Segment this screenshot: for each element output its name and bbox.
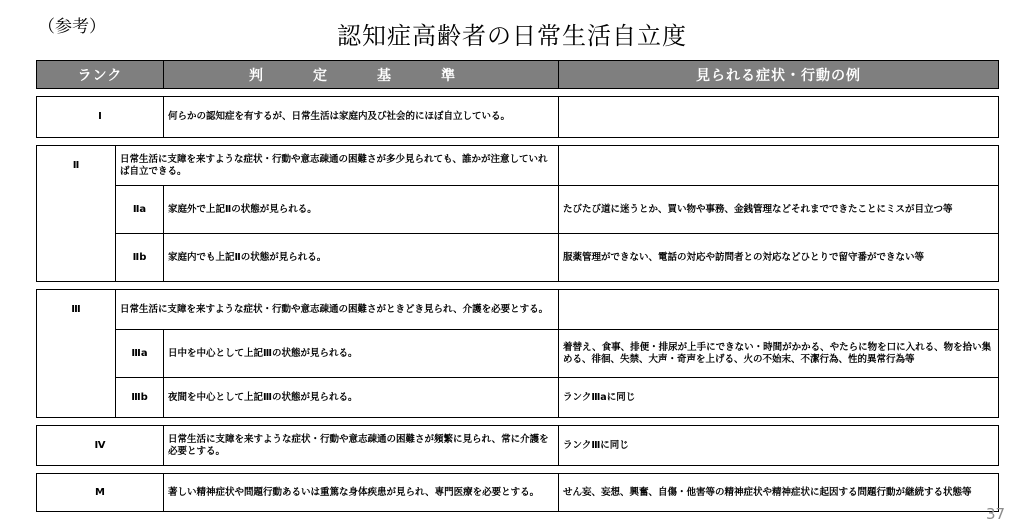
example-cell: ランクⅢに同じ <box>559 426 999 466</box>
criteria-text: 日常生活に支障を来すような症状・行動や意志疎通の困難さが多少見られても、誰かが注意していれば自立できる。 <box>120 153 548 177</box>
rank-cell: Ⅳ <box>37 426 164 466</box>
spacer-row <box>37 282 999 290</box>
table-row <box>37 186 999 234</box>
independence-table <box>36 60 999 512</box>
spacer-row <box>37 138 999 146</box>
rank-cell: Ⅰ <box>37 97 164 138</box>
rank-cell: M <box>37 474 164 512</box>
example-cell: ランクⅢaに同じ <box>559 378 999 418</box>
spacer-row <box>37 418 999 426</box>
table-row <box>37 146 999 186</box>
criteria-cell: 日中を中心として上記Ⅲの状態が見られる。 <box>164 330 559 378</box>
example-cell: 服薬管理ができない、電話の対応や訪問者との対応などひとりで留守番ができない等 <box>559 234 999 282</box>
table-header-row <box>37 61 999 89</box>
rank-cell: Ⅱ <box>37 146 116 282</box>
header-rank: ランク <box>37 61 164 89</box>
subrank-cell: Ⅲb <box>116 378 164 418</box>
criteria-cell: 夜間を中心として上記Ⅲの状態が見られる。 <box>164 378 559 418</box>
page-title: 認知症高齢者の日常生活自立度 <box>337 22 687 50</box>
criteria-text: 日常生活に支障を来すような症状・行動や意志疎通の困難さがときどき見られ、介護を必要とする。 <box>120 303 549 315</box>
table-row <box>37 234 999 282</box>
criteria-cell: 家庭外で上記Ⅱの状態が見られる。 <box>164 186 559 234</box>
table-row <box>37 378 999 418</box>
header-criteria: 判 定 基 準 <box>164 61 559 89</box>
example-cell <box>559 146 999 186</box>
spacer-row <box>37 466 999 474</box>
table-row <box>37 474 999 512</box>
example-cell: 着替え、食事、排便・排尿が上手にできない・時間がかかる、やたらに物を口に入れる、物を拾い集める、徘徊、失禁、大声・奇声を上げる、火の不始末、不潔行為、性的異常行為等 <box>559 330 999 378</box>
criteria-cell: 家庭内でも上記Ⅱの状態が見られる。 <box>164 234 559 282</box>
subrank-cell: Ⅱb <box>116 234 164 282</box>
criteria-cell: 著しい精神症状や問題行動あるいは重篤な身体疾患が見られ、専門医療を必要とする。 <box>164 474 559 512</box>
rank-cell: Ⅲ <box>37 290 116 418</box>
criteria-cell <box>116 290 559 330</box>
page-number: 37 <box>986 505 1006 523</box>
criteria-cell: 日常生活に支障を来すような症状・行動や意志疎通の困難さが頻繁に見られ、常に介護を必要とする。 <box>164 426 559 466</box>
table-row <box>37 330 999 378</box>
example-cell: せん妄、妄想、興奮、自傷・他害等の精神症状や精神症状に起因する問題行動が継続する状態等 <box>559 474 999 512</box>
example-cell <box>559 290 999 330</box>
subrank-cell: Ⅲa <box>116 330 164 378</box>
criteria-cell: 何らかの認知症を有するが、日常生活は家庭内及び社会的にほぼ自立している。 <box>164 97 559 138</box>
example-cell <box>559 97 999 138</box>
table-row <box>37 290 999 330</box>
example-cell: たびたび道に迷うとか、買い物や事務、金銭管理などそれまでできたことにミスが目立つ等 <box>559 186 999 234</box>
criteria-cell <box>116 146 559 186</box>
header-examples: 見られる症状・行動の例 <box>559 61 999 89</box>
subrank-cell: Ⅱa <box>116 186 164 234</box>
table-row <box>37 426 999 466</box>
table-row <box>37 97 999 138</box>
spacer-row <box>37 89 999 97</box>
reference-label: （参考） <box>38 17 106 37</box>
